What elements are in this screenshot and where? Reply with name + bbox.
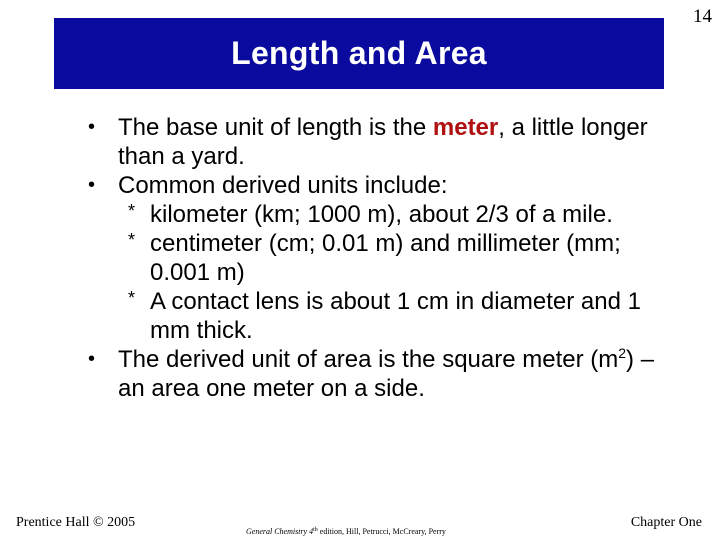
slide-title: Length and Area: [231, 35, 487, 71]
footer-copyright: Prentice Hall © 2005: [16, 515, 136, 530]
bullet-text: , a little longer than a yard.: [118, 114, 648, 170]
bullet-item: [0, 345, 720, 403]
sub-bullet-item: [0, 229, 720, 287]
sub-bullet-marker: *: [128, 201, 136, 221]
bullet-item: [0, 171, 720, 200]
bullet-text: ) – an area one meter on a side.: [118, 346, 655, 402]
bullet-marker: •: [88, 116, 96, 138]
superscript: 2: [618, 345, 627, 361]
sub-bullet-text: kilometer (km; 1000 m), about 2/3 of a mile.: [150, 201, 613, 228]
book-title: General Chemistry 4: [246, 527, 314, 536]
page-number: 14: [693, 6, 712, 27]
bullet-marker: •: [88, 348, 96, 370]
bullet-text: Common derived units include:: [118, 172, 448, 199]
bullet-marker: •: [88, 174, 96, 196]
sub-bullet-text: centimeter (cm; 0.01 m) and millimeter (mm; 0.001 m): [150, 230, 621, 286]
footer-chapter: Chapter One: [630, 515, 702, 530]
bullet-text: The base unit of length is the: [118, 114, 433, 141]
edition-superscript: th: [313, 527, 318, 533]
sub-bullet-text: A contact lens is about 1 cm in diameter and 1 mm thick.: [150, 288, 641, 344]
highlight-term: meter: [432, 114, 499, 141]
slide-body: [0, 113, 720, 403]
title-banner: [54, 18, 664, 89]
sub-bullet-item: [0, 200, 720, 229]
sub-bullet-item: [0, 287, 720, 345]
bullet-item: [0, 113, 720, 171]
footer-citation: [246, 527, 446, 536]
sub-bullet-marker: *: [128, 230, 136, 250]
sub-bullet-marker: *: [128, 288, 136, 308]
citation-rest: edition, Hill, Petrucci, McCreary, Perry: [317, 527, 446, 536]
bullet-text: The derived unit of area is the square meter (m: [118, 346, 619, 373]
